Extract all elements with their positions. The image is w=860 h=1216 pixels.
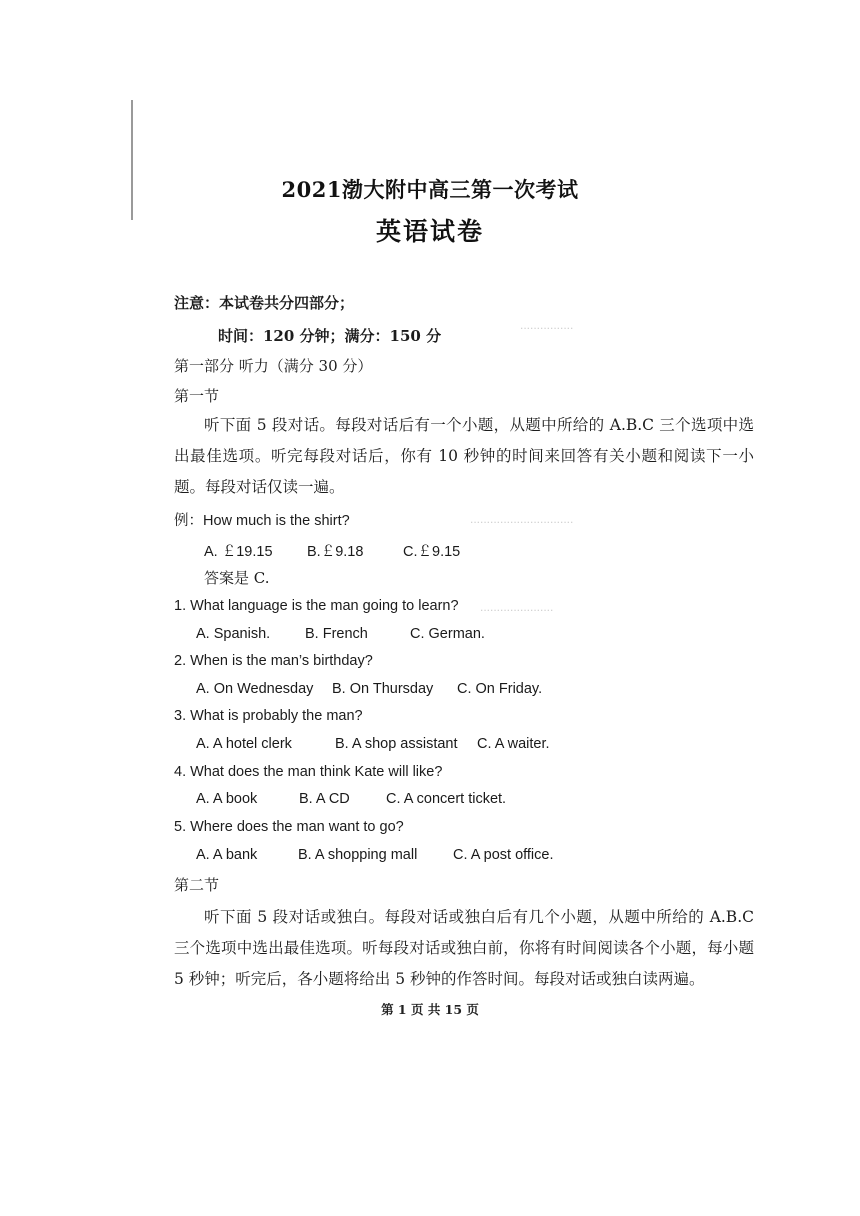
example-option-b: B.￡9.18 [307,544,364,560]
question-3: 3. What is probably the man? [174,708,363,724]
question-2: 2. When is the man’s birthday? [174,653,373,669]
q1-option-b: B. French [305,626,368,642]
notice-line: 注意：本试卷共分四部分； [174,294,355,312]
question-4: 4. What does the man think Kate will like? [174,764,443,780]
bleed-through-text: ................ [520,318,574,332]
q2-option-c: C. On Friday. [457,681,543,697]
page-footer: 第 1 页 共 15 页 [381,1002,479,1017]
section1-heading: 第一节 [174,387,220,405]
question-1: 1. What language is the man going to learn? [174,598,459,614]
section1-instructions: 听下面 5 段对话。每段对话后有一个小题，从题中所给的 A.B.C 三个选项中选出最佳选项。听完每段对话后，你有 10 秒钟的时间来回答有关小题和阅读下一小题。每段对话仅读一遍。 [174,416,754,496]
q3-option-b: B. A shop assistant [335,736,458,752]
question-5: 5. Where does the man want to go? [174,819,404,835]
example-question: 例：How much is the shirt? [174,513,350,529]
q5-option-a: A. A bank [196,847,258,863]
q2-option-b: B. On Thursday [332,681,434,697]
bleed-through-text: ............................... [470,512,574,526]
q1-option-a: A. Spanish. [196,626,271,642]
q5-option-b: B. A shopping mall [298,847,418,863]
q5-option-c: C. A post office. [453,847,554,863]
q3-option-a: A. A hotel clerk [196,736,292,752]
example-option-c: C.￡9.15 [403,544,461,560]
example-answer: 答案是 C. [204,569,270,587]
part1-heading: 第一部分 听力（满分 30 分） [174,357,373,375]
q2-option-a: A. On Wednesday [196,681,314,697]
q4-option-a: A. A book [196,791,258,807]
q3-option-c: C. A waiter. [477,736,550,752]
section2-instructions: 听下面 5 段对话或独白。每段对话或独白后有几个小题，从题中所给的 A.B.C 三个选项中选出最佳选项。听每段对话或独白前，你将有时间阅读各个小题，每小题 5 秒钟；听完后，各小题将给出 5 秒钟的作答时间。每段对话或独白读两遍。 [174,908,754,988]
q1-option-c: C. German. [410,626,485,642]
exam-subject: 英语试卷 [375,217,484,246]
time-score-line: 时间：120 分钟；满分：150 分 [218,327,442,345]
exam-title: 2021渤大附中高三第一次考试 [281,177,579,202]
q4-option-b: B. A CD [299,791,350,807]
bleed-through-text: ...................... [480,600,554,614]
section2-heading: 第二节 [174,876,220,894]
example-option-a: A. ￡19.15 [204,544,273,560]
q4-option-c: C. A concert ticket. [386,791,507,807]
